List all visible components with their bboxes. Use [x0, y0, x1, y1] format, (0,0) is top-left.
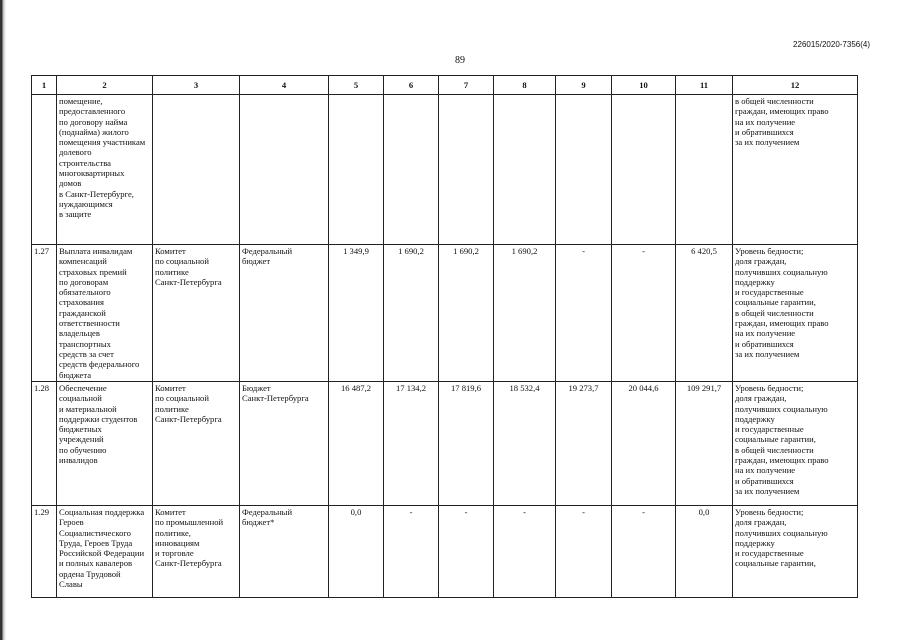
value-col7: -	[439, 506, 494, 598]
indicator: Уровень бедности; доля граждан, получивших социальную поддержку и государственные социальные гарантии, в общей численности граждан, имеющих право на их получение и обратившихся за их получением	[733, 245, 858, 382]
row-number: 1.27	[32, 245, 57, 382]
value-col6: 1 690,2	[384, 245, 439, 382]
value-col6: -	[384, 506, 439, 598]
funding-source: Федеральный бюджет	[240, 245, 329, 382]
column-header: 6	[384, 76, 439, 95]
page-number: 89	[455, 55, 465, 66]
measure-name: Выплата инвалидам компенсаций страховых премий по договорам обязательного страхования гражданской ответственности владельцев транспортных средств за счет средств федерального бюджета	[57, 245, 153, 382]
table-row	[32, 95, 858, 245]
funding-source	[240, 95, 329, 245]
total-value	[676, 95, 733, 245]
value-col6	[384, 95, 439, 245]
value-col8: 18 532,4	[494, 382, 556, 506]
table-row	[32, 382, 858, 506]
column-header: 1	[32, 76, 57, 95]
total-value: 109 291,7	[676, 382, 733, 506]
column-header: 10	[612, 76, 676, 95]
column-header: 4	[240, 76, 329, 95]
indicator: Уровень бедности; доля граждан, получивших социальную поддержку и государственные социальные гарантии, в общей численности граждан, имеющих право на их получение и обратившихся за их получением	[733, 382, 858, 506]
value-col8: 1 690,2	[494, 245, 556, 382]
column-header: 5	[329, 76, 384, 95]
column-number-row	[32, 76, 858, 95]
column-header: 12	[733, 76, 858, 95]
value-col9: -	[556, 506, 612, 598]
funding-source: Бюджет Санкт-Петербурга	[240, 382, 329, 506]
program-table	[31, 75, 858, 598]
column-header: 2	[57, 76, 153, 95]
total-value: 6 420,5	[676, 245, 733, 382]
executor: Комитет по социальной политике Санкт-Петербурга	[153, 245, 240, 382]
column-header: 9	[556, 76, 612, 95]
measure-name: помещение, предоставленного по договору найма (поднайма) жилого помещения участникам долевого строительства многоквартирных домов в Санкт-Петербурге, нуждающимся в защите	[57, 95, 153, 245]
measure-name: Обеспечение социальной и материальной поддержки студентов бюджетных учреждений по обучению инвалидов	[57, 382, 153, 506]
value-col6: 17 134,2	[384, 382, 439, 506]
value-col9	[556, 95, 612, 245]
value-col10: -	[612, 506, 676, 598]
value-col8	[494, 95, 556, 245]
table-row	[32, 245, 858, 382]
executor	[153, 95, 240, 245]
column-header: 3	[153, 76, 240, 95]
table-row	[32, 506, 858, 598]
value-col10	[612, 95, 676, 245]
value-col5: 16 487,2	[329, 382, 384, 506]
value-col10: -	[612, 245, 676, 382]
total-value: 0,0	[676, 506, 733, 598]
row-number: 1.29	[32, 506, 57, 598]
indicator: Уровень бедности; доля граждан, получивших социальную поддержку и государственные социальные гарантии,	[733, 506, 858, 598]
column-header: 11	[676, 76, 733, 95]
column-header: 8	[494, 76, 556, 95]
document-code: 226015/2020-7356(4)	[793, 40, 870, 49]
value-col8: -	[494, 506, 556, 598]
value-col10: 20 044,6	[612, 382, 676, 506]
value-col7	[439, 95, 494, 245]
value-col5: 1 349,9	[329, 245, 384, 382]
value-col9: -	[556, 245, 612, 382]
value-col7: 17 819,6	[439, 382, 494, 506]
measure-name: Социальная поддержка Героев Социалистического Труда, Героев Труда Российской Федерации и полных кавалеров ордена Трудовой Славы	[57, 506, 153, 598]
funding-source: Федеральный бюджет*	[240, 506, 329, 598]
scan-edge-shadow	[0, 0, 6, 640]
executor: Комитет по социальной политике Санкт-Петербурга	[153, 382, 240, 506]
value-col5: 0,0	[329, 506, 384, 598]
value-col9: 19 273,7	[556, 382, 612, 506]
row-number	[32, 95, 57, 245]
row-number: 1.28	[32, 382, 57, 506]
value-col7: 1 690,2	[439, 245, 494, 382]
column-header: 7	[439, 76, 494, 95]
value-col5	[329, 95, 384, 245]
executor: Комитет по промышленной политике, инновациям и торговле Санкт-Петербурга	[153, 506, 240, 598]
indicator: в общей численности граждан, имеющих право на их получение и обратившихся за их получением	[733, 95, 858, 245]
